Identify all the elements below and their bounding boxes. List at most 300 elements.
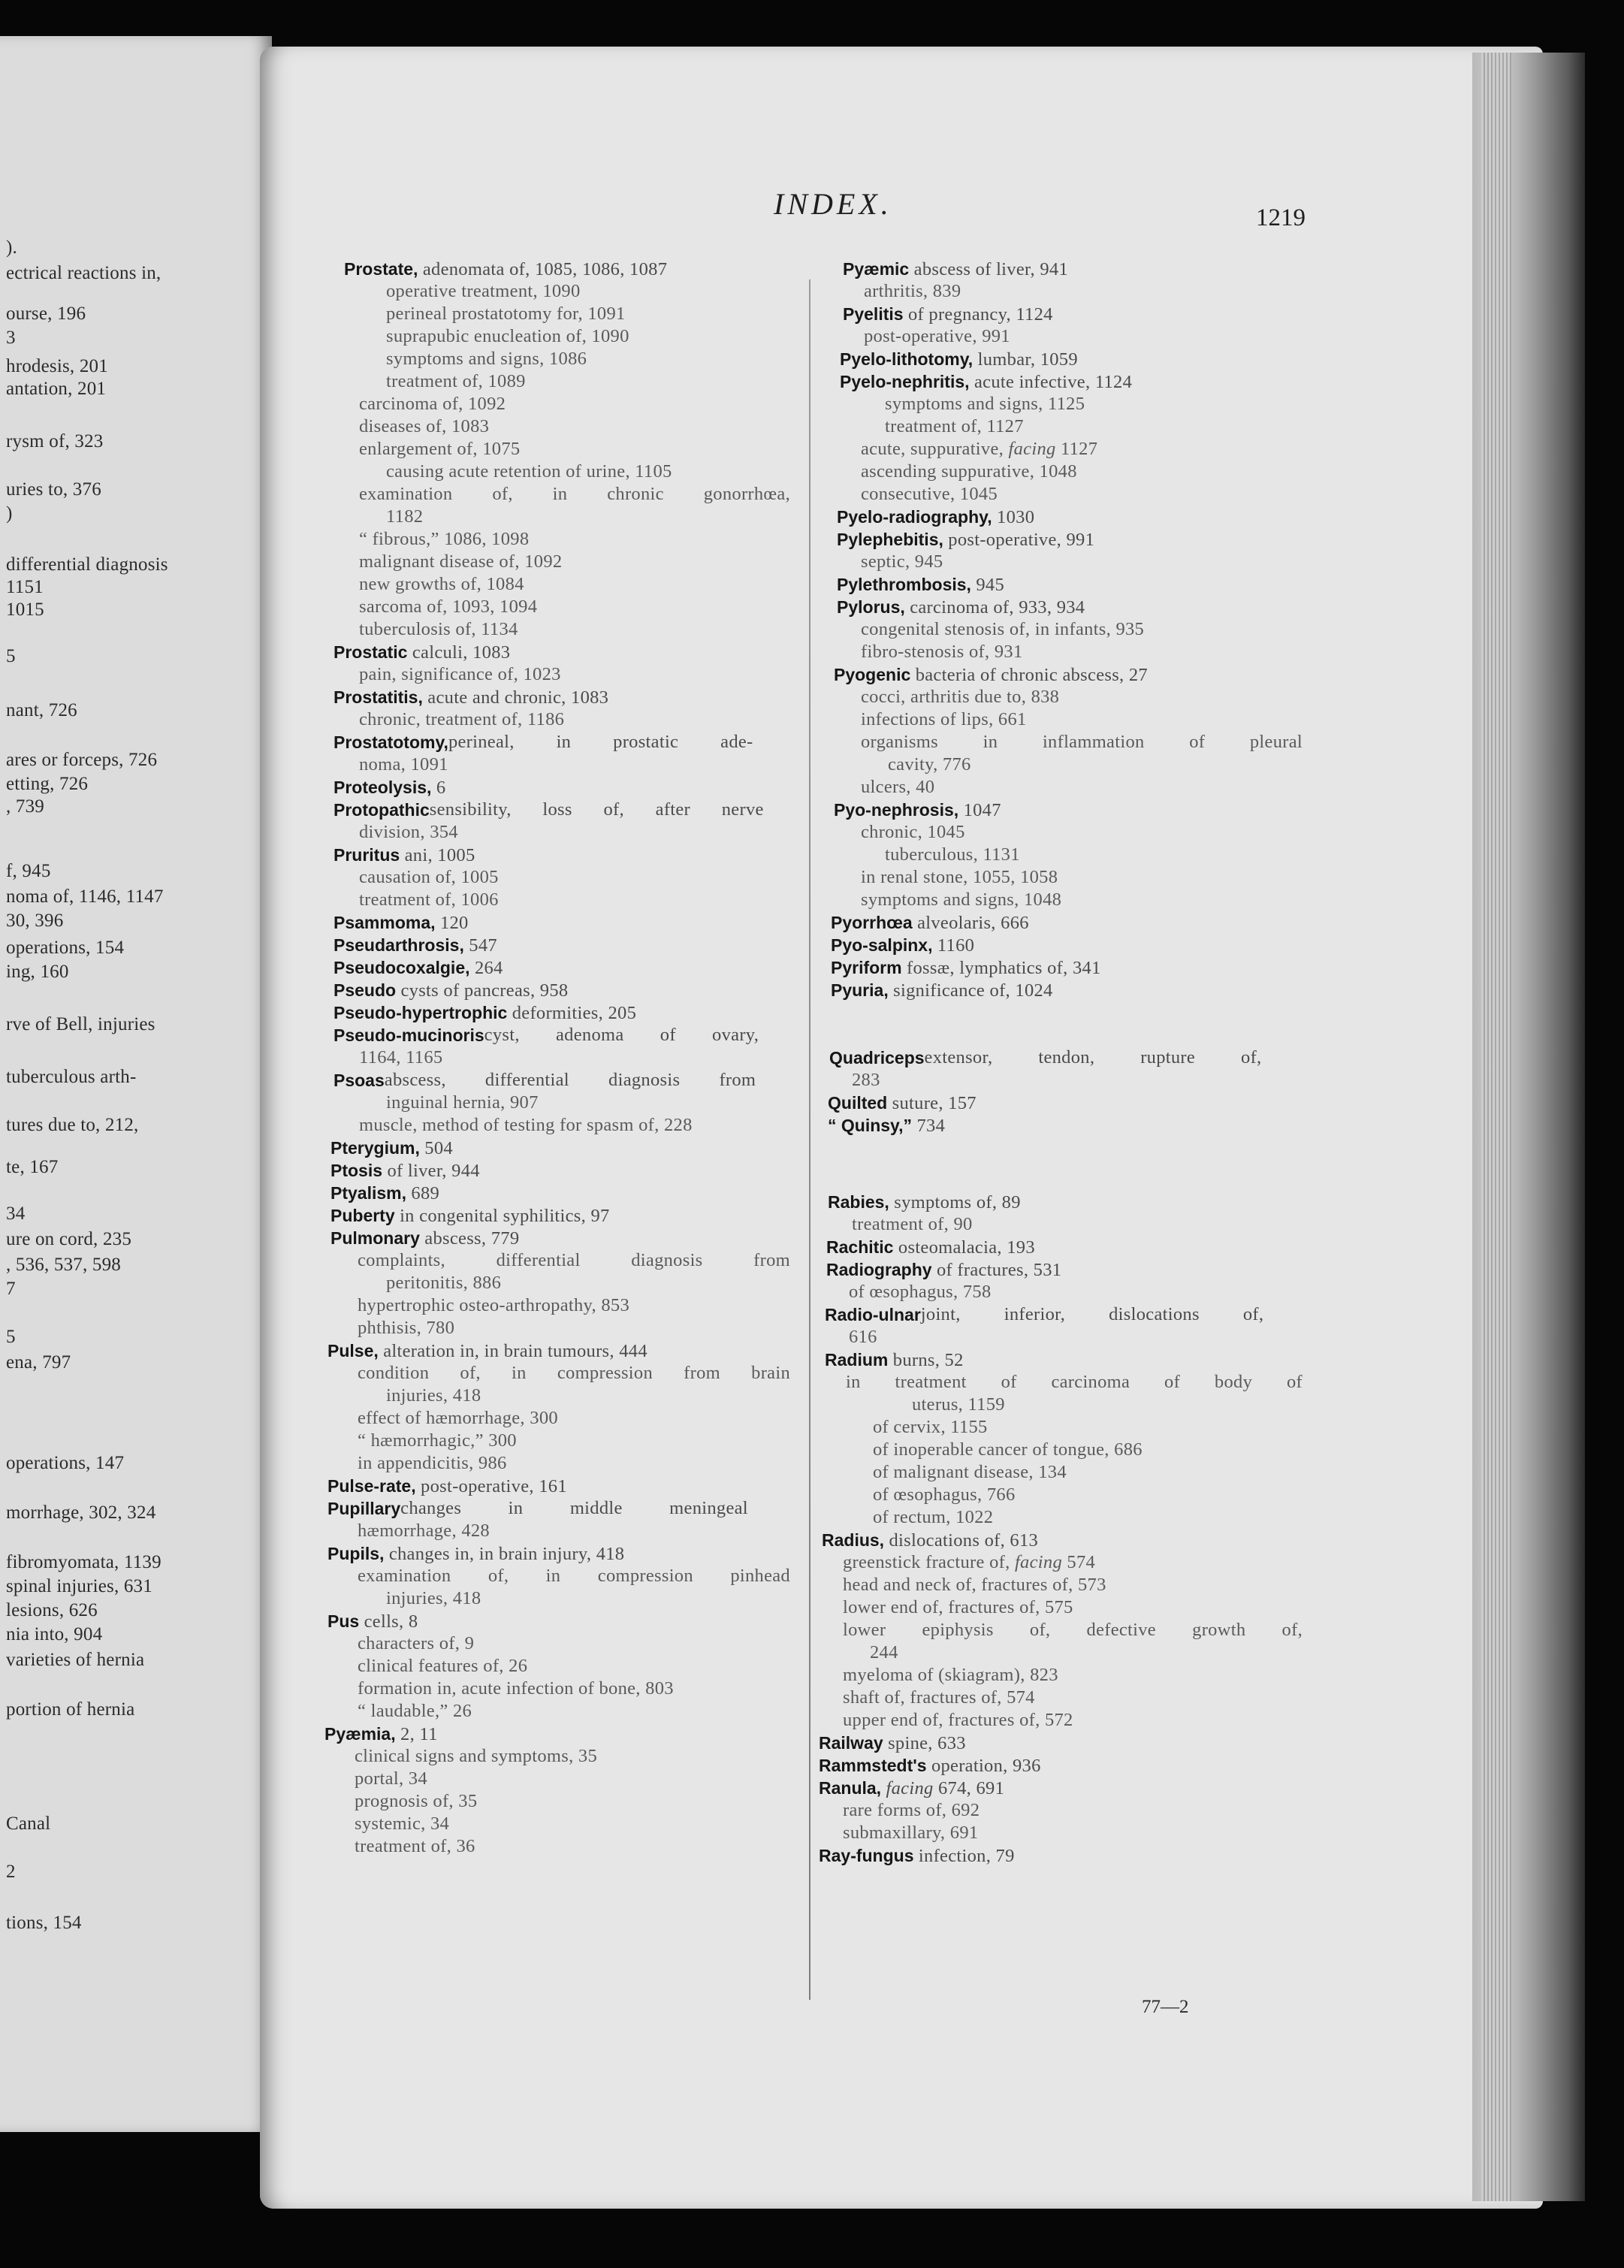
index-entry-text: facing 674, 691 [886, 1778, 1005, 1798]
previous-page-line: operations, 154 [6, 938, 125, 958]
previous-page-line: 1015 [6, 599, 44, 620]
previous-page-line: portion of hernia [6, 1699, 135, 1720]
index-subentry [843, 1619, 1303, 1641]
index-entry [334, 641, 510, 664]
index-heading: Pseudo-mucinoris [334, 1025, 484, 1045]
index-entry [334, 1069, 790, 1092]
index-heading: Pyæmic [843, 259, 910, 279]
previous-page-line: tuberculous arth- [6, 1067, 137, 1087]
index-subentry [386, 1385, 481, 1407]
index-heading: Pseudo-hypertrophic [334, 1003, 508, 1022]
index-entry-text: septic, 945 [861, 551, 943, 572]
index-entry [331, 1204, 610, 1228]
index-entry-text: ani, 1005 [400, 845, 475, 865]
index-subentry [359, 415, 489, 438]
index-subentry [359, 573, 524, 596]
index-entry [334, 731, 790, 753]
index-entry [843, 258, 1068, 281]
index-subentry [861, 731, 1303, 753]
index-entry-text: treatment of, 36 [355, 1836, 475, 1856]
index-entry-text: 1030 [992, 507, 1035, 527]
index-entry-text: post-operative, 991 [864, 326, 1010, 346]
index-subentry [359, 596, 537, 618]
index-entry-text: calculi, 1083 [407, 642, 511, 663]
index-entry [331, 1159, 480, 1182]
index-subentry [359, 618, 518, 641]
previous-page-line: 30, 396 [6, 911, 64, 931]
index-entry [825, 1348, 964, 1372]
index-subentry [386, 506, 423, 528]
index-subentry [355, 1745, 597, 1768]
index-entry [334, 956, 503, 980]
index-entry-text: perineal prostatotomy for, 1091 [386, 304, 626, 324]
previous-page-line: nia into, 904 [6, 1624, 103, 1644]
index-subentry [885, 844, 1020, 866]
index-entry-text: 264 [469, 958, 503, 978]
page-title: INDEX. [774, 187, 892, 221]
index-subentry [358, 1430, 517, 1452]
index-entry [826, 1258, 1061, 1282]
signature-mark: 77—2 [1142, 1997, 1189, 2017]
index-entry [334, 1024, 790, 1046]
index-entry-text: upper end of, fractures of, 572 [843, 1710, 1073, 1730]
book-page-edges [1472, 53, 1585, 2201]
index-subentry [359, 438, 520, 461]
column-divider [809, 279, 810, 2000]
index-entry [328, 1339, 647, 1363]
index-subentry [359, 708, 564, 731]
index-entry-text: operative treatment, 1090 [386, 281, 581, 301]
index-heading: Ranula, [819, 1778, 882, 1798]
index-subentry [843, 1709, 1073, 1732]
index-subentry [359, 528, 529, 551]
index-entry-text: congenital stenosis of, in infants, 935 [861, 619, 1145, 639]
index-subentry [873, 1416, 988, 1439]
index-entry-text: post-operative, 161 [415, 1476, 567, 1496]
index-entry [831, 911, 1029, 935]
index-entry-text: infections of lips, 661 [861, 709, 1027, 729]
index-entry-text: prognosis of, 35 [355, 1791, 478, 1811]
index-heading: Ptosis [331, 1161, 383, 1180]
previous-page-line: ourse, 196 [6, 304, 86, 324]
index-entry-text: 283 [852, 1070, 880, 1090]
index-heading: Puberty [331, 1206, 395, 1225]
index-entry [334, 934, 497, 957]
index-heading: Radiography [826, 1260, 932, 1279]
index-entry-text: of œsophagus, 766 [873, 1484, 1016, 1505]
index-entry-text: muscle, method of testing for spasm of, 228 [359, 1115, 693, 1135]
index-entry-text: of inoperable cancer of tongue, 686 [873, 1439, 1143, 1460]
index-entry-text: bacteria of chronic abscess, 27 [910, 665, 1148, 685]
index-subentry [355, 1790, 477, 1813]
index-entry-text: alveolaris, 666 [912, 913, 1029, 933]
index-entry-text: 1160 [932, 935, 975, 956]
index-subentry [861, 641, 1023, 663]
index-heading: Protopathic [334, 800, 430, 820]
index-entry-text: clinical features of, 26 [358, 1656, 528, 1676]
index-heading: Railway [819, 1733, 883, 1753]
index-entry-text: changes in middle meningeal [400, 1498, 748, 1518]
index-entry-text: malignant disease of, 1092 [359, 551, 563, 572]
index-entry-text: hypertrophic osteo-arthropathy, 853 [358, 1295, 630, 1315]
index-subentry [359, 889, 499, 911]
index-subentry [870, 1641, 898, 1664]
page-number: 1219 [1256, 204, 1306, 231]
index-heading: Pyorrhœa [831, 913, 913, 932]
index-subentry [358, 1520, 490, 1542]
index-entry-text: lower epiphysis of, defective growth of, [843, 1620, 1303, 1640]
index-entry-text: new growths of, 1084 [359, 574, 524, 594]
index-entry-text: arthritis, 839 [864, 281, 961, 301]
index-subentry [843, 1551, 1095, 1574]
index-entry [837, 506, 1034, 529]
index-subentry [912, 1394, 1005, 1416]
index-entry-text: consecutive, 1045 [861, 484, 998, 504]
previous-page-line: rysm of, 323 [6, 431, 104, 451]
index-subentry [386, 1272, 501, 1294]
index-heading: “ Quinsy,” [828, 1116, 913, 1135]
index-subentry [861, 551, 943, 573]
index-subentry [843, 1664, 1058, 1687]
index-subentry [358, 1700, 472, 1723]
index-heading: Pseudarthrosis, [334, 935, 464, 955]
index-heading: Psoas [334, 1071, 385, 1090]
index-subentry [852, 1069, 880, 1092]
index-entry-text: “ hæmorrhagic,” 300 [358, 1430, 517, 1451]
index-heading: Quilted [828, 1093, 888, 1113]
index-entry-text: osteomalacia, 193 [893, 1237, 1035, 1258]
index-heading: Psammoma, [334, 913, 436, 932]
index-heading: Ray-fungus [819, 1846, 914, 1865]
index-entry-text: cyst, adenoma of ovary, [484, 1025, 759, 1045]
index-entry-text: adenomata of, 1085, 1086, 1087 [418, 259, 668, 279]
index-heading: Pyelo-nephritis, [840, 372, 970, 391]
index-heading: Pupils, [328, 1544, 385, 1563]
index-entry-text: carcinoma of, 1092 [359, 394, 506, 414]
index-entry-text: 734 [912, 1116, 946, 1136]
index-entry-text: abscess of liver, 941 [909, 259, 1068, 279]
index-subentry [358, 1407, 558, 1430]
index-entry-text: injuries, 418 [386, 1588, 481, 1608]
index-entry [840, 348, 1078, 371]
previous-page-line: te, 167 [6, 1157, 59, 1177]
index-entry-text: ascending suppurative, 1048 [861, 461, 1077, 482]
index-heading: Prostatotomy, [334, 732, 448, 752]
index-entry-text: peritonitis, 886 [386, 1273, 502, 1293]
index-entry-text: of œsophagus, 758 [849, 1282, 992, 1302]
index-subentry [873, 1461, 1067, 1484]
previous-page-line: 3 [6, 328, 16, 348]
index-subentry [843, 1574, 1106, 1596]
index-entry-text: alteration in, in brain tumours, 444 [378, 1341, 647, 1361]
index-entry-text: cavity, 776 [888, 754, 971, 775]
index-heading: Pyelo-lithotomy, [840, 349, 973, 369]
index-entry-text: clinical signs and symptoms, 35 [355, 1746, 598, 1766]
index-subentry [861, 776, 934, 799]
index-heading: Radio-ulnar [825, 1305, 921, 1324]
index-subentry [888, 753, 971, 776]
index-entry-text: post-operative, 991 [943, 530, 1095, 550]
index-entry [328, 1542, 624, 1566]
index-entry-text: diseases of, 1083 [359, 416, 490, 436]
index-entry-text: characters of, 9 [358, 1633, 475, 1653]
index-heading: Pylorus, [837, 597, 905, 617]
index-entry-text: “ laudable,” 26 [358, 1701, 472, 1721]
index-subentry [846, 1371, 1303, 1394]
previous-page-line: tures due to, 212, [6, 1115, 139, 1135]
index-subentry [386, 461, 672, 483]
index-heading: Pruritus [334, 845, 400, 865]
index-heading: Pseudo [334, 980, 397, 1000]
previous-page-line: ing, 160 [6, 962, 69, 982]
index-entry-text: myeloma of (skiagram), 823 [843, 1665, 1058, 1685]
index-entry-text: 244 [870, 1642, 898, 1662]
index-heading: Quadriceps [829, 1048, 925, 1068]
index-entry-text: 120 [435, 913, 469, 933]
index-entry-text: 689 [406, 1183, 440, 1203]
index-entry-text: dislocations of, 613 [884, 1530, 1039, 1551]
index-heading: Pyelitis [843, 304, 904, 324]
index-heading: Pyo-salpinx, [831, 935, 933, 955]
index-entry-text: formation in, acute infection of bone, 803 [358, 1678, 674, 1699]
index-entry [819, 1844, 1015, 1868]
index-subentry [358, 1632, 474, 1655]
index-subentry [861, 708, 1027, 731]
index-heading: Pyogenic [834, 665, 911, 684]
index-heading: Prostate, [344, 259, 418, 279]
index-entry-text: tuberculous, 1131 [885, 844, 1020, 865]
previous-page-fragment [0, 36, 272, 2132]
previous-page-line: spinal injuries, 631 [6, 1576, 152, 1596]
index-entry-text: lumbar, 1059 [973, 349, 1078, 370]
index-entry-text: of malignant disease, 134 [873, 1462, 1067, 1482]
index-subentry [359, 821, 458, 844]
index-subentry [386, 370, 526, 393]
index-entry-text: head and neck of, fractures of, 573 [843, 1575, 1106, 1595]
index-heading: Rammstedt's [819, 1756, 927, 1775]
index-entry-text: changes in, in brain injury, 418 [384, 1544, 625, 1564]
index-entry-text: symptoms and signs, 1086 [386, 349, 587, 369]
index-heading: Ptyalism, [331, 1183, 406, 1203]
index-entry-text: treatment of, 1127 [885, 416, 1024, 436]
previous-page-line: noma of, 1146, 1147 [6, 886, 164, 907]
index-subentry [358, 1565, 790, 1587]
index-subentry [358, 1317, 454, 1339]
index-entry-text: of pregnancy, 1124 [903, 304, 1053, 325]
index-subentry [861, 438, 1097, 461]
index-entry-text: causing acute retention of urine, 1105 [386, 461, 672, 482]
previous-page-line: differential diagnosis [6, 554, 168, 575]
index-entry-text: extensor, tendon, rupture of, [924, 1047, 1262, 1068]
index-entry-text: symptoms of, 89 [889, 1192, 1021, 1213]
index-entry [334, 686, 608, 709]
index-entry [328, 1475, 567, 1498]
previous-page-line: nant, 726 [6, 700, 77, 720]
index-entry-text: acute, suppurative, facing 1127 [861, 439, 1098, 459]
index-subentry [861, 866, 1058, 889]
index-heading: Pseudocoxalgie, [334, 958, 470, 977]
index-heading: Pterygium, [331, 1138, 420, 1158]
index-heading: Pulmonary [331, 1228, 420, 1248]
index-entry-text: sensibility, loss of, after nerve [429, 799, 764, 820]
index-subentry [843, 1799, 980, 1822]
index-entry-text: systemic, 34 [355, 1813, 450, 1834]
index-subentry [358, 1294, 629, 1317]
index-entry-text: phthisis, 780 [358, 1318, 455, 1338]
index-entry-text: in renal stone, 1055, 1058 [861, 867, 1058, 887]
index-entry-text: acute infective, 1124 [969, 372, 1133, 392]
index-heading: Radium [825, 1350, 889, 1370]
index-entry-text: of cervix, 1155 [873, 1417, 988, 1437]
index-entry [843, 303, 1053, 326]
index-entry-text: lower end of, fractures of, 575 [843, 1597, 1073, 1617]
index-subentry [359, 393, 506, 415]
index-entry-text: infection, 79 [913, 1846, 1015, 1866]
index-subentry [861, 821, 965, 844]
index-entry-text: significance of, 1024 [888, 980, 1053, 1001]
index-subentry [386, 280, 581, 303]
index-entry [328, 1610, 418, 1633]
index-heading: Prostatitis, [334, 687, 423, 707]
previous-page-line: operations, 147 [6, 1453, 125, 1473]
index-subentry [358, 1452, 507, 1475]
index-entry-text: cysts of pancreas, 958 [396, 980, 569, 1001]
index-entry-text: 547 [463, 935, 497, 956]
index-entry-text: in congenital syphilitics, 97 [394, 1206, 610, 1226]
previous-page-line: antation, 201 [6, 379, 107, 399]
index-subentry [355, 1813, 449, 1835]
index-subentry [843, 1596, 1073, 1619]
index-entry-text: tuberculosis of, 1134 [359, 619, 518, 639]
index-entry-text: noma, 1091 [359, 754, 448, 775]
index-entry-text: fibro-stenosis of, 931 [861, 642, 1023, 662]
index-entry-text: portal, 34 [355, 1768, 427, 1789]
index-entry-text: 945 [970, 575, 1005, 595]
index-entry-text: symptoms and signs, 1048 [861, 889, 1062, 910]
index-heading: Pylephebitis, [837, 530, 943, 549]
index-entry [829, 1046, 1303, 1069]
index-entry-text: in appendicitis, 986 [358, 1453, 507, 1473]
index-heading: Pyo-nephrosis, [834, 800, 959, 820]
previous-page-line: tions, 154 [6, 1913, 82, 1933]
index-entry [819, 1754, 1041, 1777]
index-entry-text: fossæ, lymphatics of, 341 [901, 958, 1101, 978]
index-entry-text: injuries, 418 [386, 1385, 481, 1406]
index-heading: Proteolysis, [334, 778, 432, 797]
index-entry [819, 1732, 966, 1755]
index-entry-text: suprapubic enucleation of, 1090 [386, 326, 629, 346]
index-entry-text: uterus, 1159 [912, 1394, 1005, 1415]
index-subentry [358, 1678, 674, 1700]
index-entry [831, 979, 1053, 1002]
index-entry-text: division, 354 [359, 822, 458, 842]
index-entry [334, 844, 475, 867]
index-entry [334, 776, 445, 799]
previous-page-line: 34 [6, 1203, 26, 1224]
index-entry-text: hæmorrhage, 428 [358, 1521, 490, 1541]
index-subentry [355, 1835, 475, 1858]
index-entry-text: 504 [419, 1138, 453, 1158]
index-subentry [359, 1046, 442, 1069]
index-heading: Pyriform [831, 958, 902, 977]
index-subentry [861, 461, 1077, 483]
index-entry-text: operation, 936 [926, 1756, 1041, 1776]
index-entry [831, 956, 1101, 980]
index-subentry [359, 483, 790, 506]
index-entry-text: pain, significance of, 1023 [359, 664, 561, 684]
index-entry [328, 1497, 790, 1520]
index-entry-text: organisms in inflammation of pleural [861, 732, 1303, 752]
index-entry-text: condition of, in compression from brain [358, 1363, 790, 1383]
index-entry-text: burns, 52 [888, 1350, 964, 1370]
index-heading: Prostatic [334, 642, 408, 662]
index-subentry [849, 1326, 877, 1348]
index-entry-text: “ fibrous,” 1086, 1098 [359, 529, 530, 549]
index-entry-text: causation of, 1005 [359, 867, 499, 887]
index-entry-text: 1164, 1165 [359, 1047, 443, 1068]
index-subentry [849, 1281, 992, 1303]
index-subentry [359, 866, 499, 889]
index-entry [331, 1227, 519, 1250]
index-entry-text: suture, 157 [887, 1093, 977, 1113]
index-subentry [843, 1822, 978, 1844]
index-entry-text: spine, 633 [883, 1733, 966, 1753]
index-subentry [386, 348, 587, 370]
index-entry [334, 1001, 636, 1025]
index-entry [837, 596, 1085, 619]
index-entry-text: 616 [849, 1327, 877, 1347]
index-entry-text: abscess, 779 [419, 1228, 520, 1249]
previous-page-line: fibromyomata, 1139 [6, 1552, 161, 1572]
index-heading: Rachitic [826, 1237, 894, 1257]
index-subentry [355, 1768, 427, 1790]
index-subentry [386, 303, 626, 325]
index-entry-text: complaints, differential diagnosis from [358, 1250, 790, 1270]
previous-page-line: , 536, 537, 598 [6, 1255, 121, 1275]
index-entry [819, 1777, 1004, 1800]
index-entry-text: 1047 [958, 800, 1001, 820]
previous-page-line: hrodesis, 201 [6, 356, 108, 376]
index-heading: Pulse, [328, 1341, 379, 1360]
index-subentry [358, 1362, 790, 1385]
index-subentry [359, 551, 562, 573]
previous-page-line: 5 [6, 1327, 16, 1347]
index-entry [840, 370, 1132, 394]
index-heading: Radius, [822, 1530, 885, 1550]
previous-page-line: rve of Bell, injuries [6, 1014, 155, 1034]
index-entry-text: submaxillary, 691 [843, 1823, 979, 1843]
index-entry [834, 799, 1001, 822]
index-subentry [852, 1213, 973, 1236]
previous-page-line: ares or forceps, 726 [6, 750, 158, 770]
index-entry-text: of rectum, 1022 [873, 1507, 994, 1527]
previous-page-line: f, 945 [6, 861, 51, 881]
index-entry-text: joint, inferior, dislocations of, [920, 1304, 1264, 1324]
index-entry [834, 663, 1148, 687]
index-entry-text: sarcoma of, 1093, 1094 [359, 596, 538, 617]
index-subentry [386, 1092, 539, 1114]
index-heading: Pylethrombosis, [837, 575, 971, 594]
index-heading: Pupillary [328, 1499, 401, 1518]
index-entry-text: acute and chronic, 1083 [422, 687, 609, 708]
index-subentry [358, 1655, 527, 1678]
index-entry [344, 258, 667, 281]
index-entry [831, 934, 974, 957]
index-subentry [843, 1687, 1035, 1709]
previous-page-line: ure on cord, 235 [6, 1229, 132, 1249]
index-entry [825, 1303, 1303, 1326]
index-subentry [861, 483, 998, 506]
